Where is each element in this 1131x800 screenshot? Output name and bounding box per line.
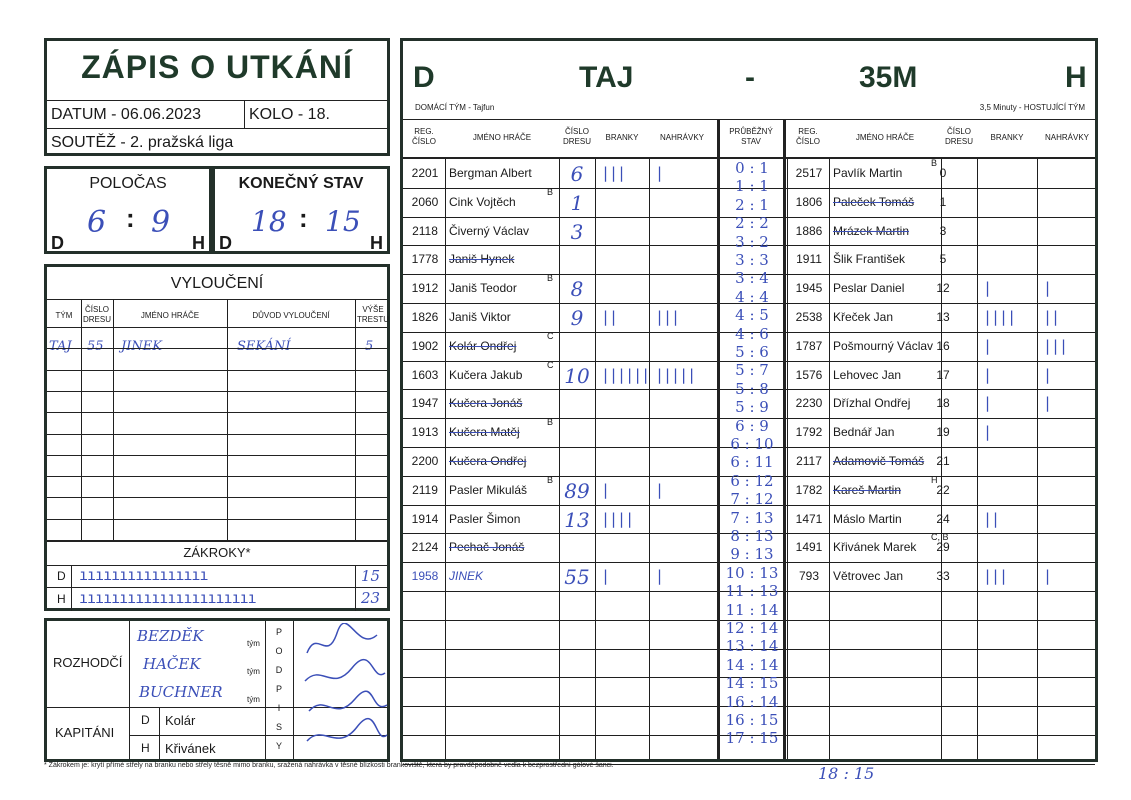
saves-away-total: 23 <box>361 589 381 607</box>
player-name: Adamovič Tomáš <box>833 454 925 468</box>
player-jersey: 22 <box>936 482 950 497</box>
player-reg-number: 1806 <box>795 194 823 209</box>
player-goals: ||| <box>601 164 626 182</box>
player-jersey: 10 <box>564 363 590 388</box>
player-mark: C <box>547 359 554 370</box>
player-mark: B <box>547 186 554 197</box>
player-reg-number: 2517 <box>795 166 823 180</box>
running-score-entry: 17 : 15 <box>725 729 779 748</box>
exclusion-reason: SEKÁNÍ <box>237 339 291 354</box>
exclusions-table <box>47 299 387 541</box>
running-score-entry: 5 : 6 <box>735 343 769 361</box>
running-score-entry: 12 : 14 <box>725 619 779 637</box>
saves-home-total: 15 <box>361 567 381 585</box>
final-label: KONEČNÝ STAV <box>238 175 364 192</box>
running-score-entry: 3 : 2 <box>735 232 769 251</box>
header-assists-home: NAHRÁVKY <box>659 133 704 142</box>
player-assists: | <box>1043 365 1052 384</box>
final-d-letter: D <box>219 233 232 253</box>
col-jersey: ČÍSLO DRESU <box>82 305 111 324</box>
home-team-name: DOMÁCÍ TÝM - Tajfun <box>415 103 495 112</box>
player-reg-number: 1947 <box>411 396 439 411</box>
player-jersey: 1 <box>570 190 584 215</box>
player-goals: |||| <box>601 509 634 528</box>
player-goals: | <box>983 336 992 355</box>
player-name: Kareš Martin <box>833 482 902 497</box>
player-jersey: 8 <box>570 277 584 302</box>
referees-label: ROZHODČÍ <box>53 655 123 670</box>
player-name: Čiverný Václav <box>449 223 530 238</box>
player-jersey: 3 <box>939 223 947 238</box>
player-jersey: 5 <box>939 252 947 267</box>
round-field: KOLO - 18. <box>249 106 330 123</box>
player-name: Janiš Teodor <box>449 281 517 296</box>
running-score-entry: 4 : 5 <box>735 306 769 325</box>
signature-letter: O <box>275 646 283 656</box>
team-label-1: tým <box>247 639 260 648</box>
running-score-entry: 5 : 9 <box>735 398 769 417</box>
player-reg-number: 1886 <box>795 223 823 238</box>
running-score-entry: 11 : 14 <box>725 600 779 619</box>
running-score-entry: 1 : 1 <box>735 177 769 196</box>
player-jersey: 55 <box>564 565 590 590</box>
running-score-entry: 8 : 13 <box>730 527 774 545</box>
player-name: Kučera Ondřej <box>449 454 527 468</box>
player-name: Cink Vojtěch <box>449 194 516 209</box>
player-assists: ||| <box>655 308 680 326</box>
saves-label: ZÁKROKY* <box>183 545 251 560</box>
player-assists: ||||| <box>655 365 696 384</box>
exclusion-team: TAJ <box>49 339 72 354</box>
header-goals-away: BRANKY <box>990 133 1024 142</box>
player-goals: ||| <box>983 567 1008 586</box>
header-goals-home: BRANKY <box>605 133 639 142</box>
running-score-entry: 13 : 14 <box>725 637 779 656</box>
player-reg-number: 793 <box>798 569 820 584</box>
running-score-entry: 2 : 2 <box>735 214 769 233</box>
competition-field: SOUTĚŽ - 2. pražská liga <box>51 134 234 151</box>
player-jersey: 17 <box>936 367 950 382</box>
running-score-entry: 6 : 11 <box>730 453 774 472</box>
player-jersey: 29 <box>936 540 950 555</box>
player-reg-number: 1945 <box>795 281 823 296</box>
player-name: Kučera Jonáš <box>449 396 523 411</box>
player-goals: | <box>983 279 992 298</box>
running-score-entry: 5 : 8 <box>735 379 769 398</box>
player-jersey: 13 <box>564 507 590 532</box>
player-mark: B <box>931 158 938 168</box>
halftime-home-score: 6 <box>87 205 107 240</box>
exclusion-penalty: 5 <box>365 339 374 354</box>
player-jersey: 9 <box>570 306 584 330</box>
player-jersey: 3 <box>570 219 584 244</box>
player-mark: H <box>931 474 938 485</box>
header-jersey-home: ČÍSLO DRESU <box>562 127 591 146</box>
player-reg-number: 1782 <box>795 482 823 497</box>
header-box <box>44 38 390 156</box>
running-score-entry: 0 : 1 <box>735 159 769 177</box>
player-jersey: 12 <box>936 281 950 296</box>
player-mark: C <box>547 330 554 341</box>
home-letter: D <box>413 61 435 94</box>
player-jersey: 89 <box>564 478 590 503</box>
player-name: Šlik František <box>833 252 906 267</box>
player-reg-number: 1826 <box>411 310 439 324</box>
header-assists-away: NAHRÁVKY <box>1044 133 1089 142</box>
player-assists: | <box>655 480 664 499</box>
player-name: Lehovec Jan <box>833 367 902 382</box>
running-score-entry: 3 : 3 <box>735 251 769 269</box>
player-reg-number: 2201 <box>411 166 439 180</box>
player-name: Pasler Mikuláš <box>449 482 528 497</box>
running-score-entry: 11 : 13 <box>725 582 779 601</box>
running-score-column <box>720 159 783 759</box>
player-name: Pechač Jonáš <box>449 540 525 555</box>
signature-letter: Y <box>275 741 282 751</box>
player-jersey: 16 <box>936 338 950 353</box>
player-goals: |||| <box>983 308 1016 326</box>
player-reg-number: 1912 <box>411 281 439 296</box>
header-name-home: JMÉNO HRÁČE <box>472 133 532 142</box>
signature-letter: S <box>275 722 282 732</box>
exclusion-player: JINEK <box>121 339 162 354</box>
col-player-name: JMÉNO HRÁČE <box>140 311 200 320</box>
player-reg-number: 1902 <box>411 338 439 353</box>
running-score-entry: 2 : 1 <box>735 195 769 214</box>
halftime-d-letter: D <box>51 233 64 253</box>
header-reg-home: REG. ČÍSLO <box>411 127 436 146</box>
captains-label: KAPITÁNI <box>55 725 115 740</box>
match-table <box>400 38 1098 762</box>
running-score-entry: 6 : 9 <box>735 416 769 435</box>
halftime-box <box>44 166 212 254</box>
player-jersey: 6 <box>570 162 584 186</box>
running-score-entry: 9 : 13 <box>730 545 774 564</box>
running-score-entry: 16 : 14 <box>725 692 779 711</box>
player-jersey: 21 <box>936 454 950 468</box>
player-reg-number: 2117 <box>796 454 822 468</box>
player-assists: ||| <box>1043 336 1068 355</box>
player-name: Janiš Viktor <box>449 310 511 324</box>
player-goals: | <box>601 567 610 586</box>
exclusion-jersey: 55 <box>87 339 104 354</box>
final-colon: : <box>299 203 308 233</box>
running-score-entry: 5 : 7 <box>735 361 769 380</box>
player-name: Mrázek Martin <box>833 223 910 238</box>
player-mark: B <box>547 417 554 428</box>
player-name: Pasler Šimon <box>449 511 521 526</box>
signatures-scribble <box>297 623 391 763</box>
final-away-score: 15 <box>325 205 361 238</box>
running-score-entry: 16 : 15 <box>725 711 779 729</box>
player-jersey: 13 <box>936 310 950 324</box>
running-score-entry: 7 : 12 <box>730 490 774 509</box>
final-h-letter: H <box>370 233 383 253</box>
player-reg-number: 2200 <box>411 454 439 468</box>
running-score-entry: 4 : 6 <box>735 324 769 343</box>
player-name: Kučera Matěj <box>449 425 520 440</box>
player-mark: B <box>547 273 554 284</box>
running-score-entry: 4 : 4 <box>735 287 769 306</box>
exclusions-label: VYLOUČENÍ <box>170 275 264 292</box>
signature-letter: I <box>277 703 281 713</box>
date-field: DATUM - 06.06.2023 <box>51 106 201 123</box>
running-score-entry: 7 : 13 <box>730 508 774 527</box>
player-name: Křivánek Marek <box>833 540 917 555</box>
player-assists: | <box>1043 279 1052 298</box>
player-reg-number: 1911 <box>796 252 822 267</box>
signature-letter: P <box>275 684 282 694</box>
player-reg-number: 1792 <box>795 425 823 440</box>
player-reg-number: 2060 <box>411 194 439 209</box>
col-team: TÝM <box>55 311 73 320</box>
player-goals: | <box>983 365 992 384</box>
col-penalty: VÝŠE TRESTU <box>357 305 389 324</box>
saves-h-letter: H <box>57 592 66 606</box>
player-goals: || <box>601 308 618 326</box>
player-reg-number: 1603 <box>411 367 439 382</box>
halftime-away-score: 9 <box>151 205 171 240</box>
away-letter: H <box>1065 61 1087 94</box>
player-name: Bednář Jan <box>833 425 895 440</box>
final-score-note: 18 : 15 <box>818 764 875 783</box>
player-reg-number: 1576 <box>795 367 823 382</box>
player-name: Paleček Tomáš <box>833 194 915 209</box>
footnote: * Zákrokem je: krytí přímé střely na branku nebo střely těsně mimo branku, sražená nahrávka v těsné blízkosti brankoviště, která by pravděpodobně vedla k bezprostřední gólové šanci. <box>44 762 614 769</box>
officials-box <box>44 618 390 762</box>
player-reg-number: 2538 <box>795 310 823 324</box>
header-reg-away: REG. ČÍSLO <box>795 127 820 146</box>
player-name: Kolár Ondřej <box>449 338 517 353</box>
player-name: JINEK <box>449 569 484 584</box>
player-mark: C, B <box>931 532 949 543</box>
player-jersey: 0 <box>939 166 947 180</box>
signature-letter: D <box>275 665 283 675</box>
header-jersey-away: ČÍSLO DRESU <box>944 127 973 146</box>
player-reg-number: 2119 <box>412 482 438 497</box>
header-name-away: JMÉNO HRÁČE <box>855 133 915 142</box>
player-jersey: 1 <box>939 194 947 209</box>
player-goals: |||||| <box>601 365 650 384</box>
player-name: Větrovec Jan <box>833 569 904 584</box>
player-name: Dřízhal Ondřej <box>833 396 911 411</box>
player-name: Pavlík Martin <box>833 166 903 180</box>
saves-home-marks: ıııııııııııııııı <box>79 566 208 584</box>
page-title: ZÁPIS O UTKÁNÍ <box>81 49 353 85</box>
player-name: Křeček Jan <box>833 310 894 324</box>
captain-h-letter: H <box>141 741 150 755</box>
player-mark: B <box>547 474 554 485</box>
running-score-entry: 10 : 13 <box>725 563 779 582</box>
player-name: Kučera Jakub <box>449 367 523 382</box>
table-header <box>403 119 1095 159</box>
player-reg-number: 1778 <box>411 252 439 267</box>
player-reg-number: 2118 <box>412 223 438 238</box>
player-goals: | <box>983 394 992 413</box>
player-name: Pošmourný Václav <box>833 338 934 353</box>
away-team-code: 35M <box>859 61 918 94</box>
captain-home: Kolár <box>165 713 196 728</box>
team-label-3: tým <box>247 695 260 704</box>
player-reg-number: 2124 <box>411 540 439 555</box>
running-score-entry: 14 : 15 <box>725 674 779 693</box>
player-jersey: 24 <box>936 511 950 526</box>
player-assists: | <box>1043 567 1052 586</box>
final-home-score: 18 <box>251 205 287 238</box>
player-name: Máslo Martin <box>833 511 902 526</box>
player-assists: || <box>1043 308 1060 326</box>
team-dash: - <box>745 61 755 94</box>
player-jersey: 19 <box>936 425 950 440</box>
player-goals: | <box>601 480 610 499</box>
col-reason: DŮVOD VYLOUČENÍ <box>252 311 330 320</box>
running-score-entry: 6 : 12 <box>730 471 774 490</box>
away-team-name: 3,5 Minuty - HOSTUJÍCÍ TÝM <box>979 103 1085 112</box>
player-name: Peslar Daniel <box>833 281 905 296</box>
saves-away-marks: ıııııııııııııııııııııı <box>79 589 256 607</box>
player-assists: | <box>655 567 664 586</box>
home-team-code: TAJ <box>579 61 634 94</box>
saves-d-letter: D <box>57 569 66 583</box>
player-jersey: 33 <box>936 569 950 584</box>
exclusions-box <box>44 264 390 611</box>
player-jersey: 18 <box>936 396 950 411</box>
running-score-entry: 3 : 4 <box>735 269 769 288</box>
player-name: Janiš Hynek <box>449 252 515 267</box>
player-reg-number: 2230 <box>795 396 823 411</box>
captain-away: Křivánek <box>165 741 216 756</box>
header-running-score: PRŮBĚŽNÝ STAV <box>729 127 773 146</box>
signature-letter: P <box>275 627 282 637</box>
final-box <box>212 166 390 254</box>
player-reg-number: 1913 <box>411 425 439 440</box>
player-goals: || <box>983 509 1000 528</box>
running-score-entry: 14 : 14 <box>725 655 779 674</box>
running-score-entry: 6 : 10 <box>730 435 774 453</box>
player-reg-number: 1958 <box>411 569 439 584</box>
referee-2: HAČEK <box>143 655 201 673</box>
player-reg-number: 1471 <box>795 511 823 526</box>
referee-1: BEZDĚK <box>137 627 204 645</box>
player-reg-number: 1914 <box>411 511 439 526</box>
referee-3: BUCHNER <box>139 683 223 701</box>
player-assists: | <box>1043 394 1052 413</box>
captain-d-letter: D <box>141 713 150 727</box>
halftime-label: POLOČAS <box>89 175 167 192</box>
player-reg-number: 1491 <box>795 540 823 555</box>
team-label-2: tým <box>247 667 260 676</box>
player-name: Bergman Albert <box>449 166 532 180</box>
halftime-colon: : <box>126 203 135 233</box>
player-goals: | <box>983 423 992 442</box>
player-assists: | <box>655 164 664 182</box>
player-reg-number: 1787 <box>795 338 823 353</box>
halftime-h-letter: H <box>192 233 205 253</box>
